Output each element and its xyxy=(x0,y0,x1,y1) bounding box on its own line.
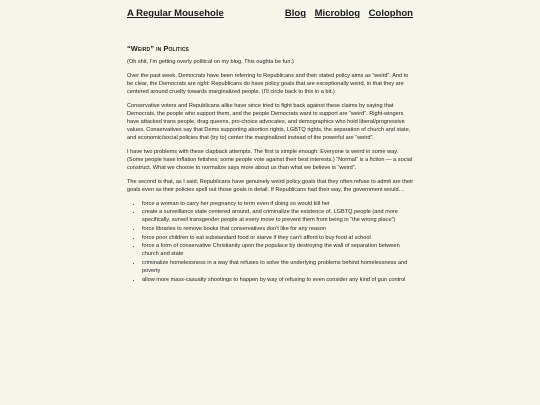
post-article xyxy=(127,44,415,285)
list-item: • force a form of conservative Christianity upon the populace by destroying the wall of separation between church and state xyxy=(142,243,415,259)
list-item: • create a surveillance state centered around, and criminalize the existence of, LGBTQ people (and more specifically, surveil transgender people at every move to prevent them from being in “the wrong place”) xyxy=(142,209,415,225)
site-title-link[interactable]: A Regular Mousehole xyxy=(127,8,224,19)
main-nav xyxy=(279,8,413,19)
emphasis-right: right xyxy=(197,81,209,87)
post-paragraph-4: The second is that, as I said, Republicans have genuinely weird policy goals that they often refuse to admit are their goals even as their policies spell out those goals in detail. If Republicans had their way, the government would… xyxy=(127,178,414,193)
nav-blog-link[interactable]: Blog xyxy=(284,8,306,19)
post-intro: (Oh shit, I’m getting overly political on my blog. This oughta be fun.) xyxy=(127,59,294,65)
list-item: • criminalize homelessness in a way that refuses to solve the underlying problems behind homelessness and poverty xyxy=(142,260,415,276)
nav-microblog-link[interactable]: Microblog xyxy=(314,8,361,19)
post-title: “Weird” in Politics xyxy=(127,44,189,53)
policy-list xyxy=(127,201,415,285)
site-header xyxy=(127,8,413,22)
list-item: • force a woman to carry her pregnancy to term even if doing so would kill her xyxy=(142,201,415,209)
post-paragraph-1: Over the past week, Democrats have been referring to Republicans and their stated policy aims as “weird”. And to be clear, the Democrats are right: Republicans do have policy goals that are exceptionally weird, in that they are centered around cruelty towards marginalized people. (I’ll circle back to this in a bit.) xyxy=(127,73,409,95)
post-paragraph-2: Conservative voters and Republicans alike have since tried to fight back against these claims by saying that Democrats, the people who support them, and the people Democrats want to support are “weird”. Right-wingers have attacked trans people, drag queens, pro-choice advocates, and demographics who hold liberal/progressive values. Conservatives say that Dems supporting abortion rights, LGBTQ rights, the separation of church and state, and economic/social policies that (try to) center the marginalized instead of the powerful are “weird”. xyxy=(127,103,411,141)
list-item: • force poor children to eat substandard food or starve if they can’t afford to buy food at school xyxy=(142,235,415,243)
list-item: • force libraries to remove books that conservatives don’t like for any reason xyxy=(142,226,415,234)
list-item: • allow more mass-casualty shootings to happen by way of refusing to even consider any kind of gun control xyxy=(142,277,415,285)
post-paragraph-3: I have two problems with these clapback attempts. The first is simple enough: Everyone is weird in some way. (Some people have inflation fetishes; some people vote against their best interests.) “Normal” is a fiction — a social construct. What we choose to normalize says more about us than what we believe is “weird”. xyxy=(127,148,413,171)
nav-colophon-link[interactable]: Colophon xyxy=(368,8,413,19)
